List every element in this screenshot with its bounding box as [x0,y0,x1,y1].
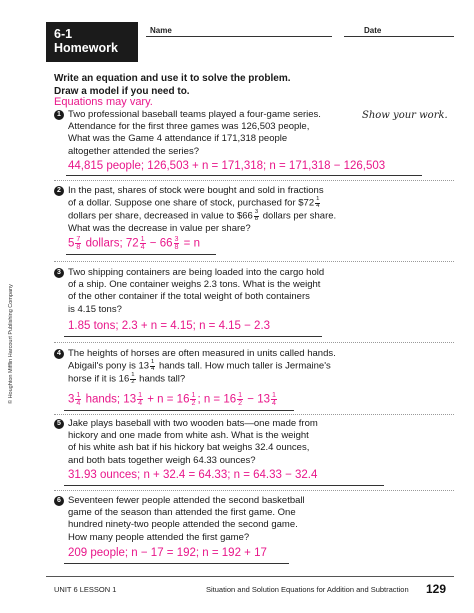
problem-4-text: The heights of horses are often measured in units called hands. Abigail's pony is 13 $\frac{1}{4}$ hands tall. How much taller is Jermaine's horse if it is 16 $\frac{1}{2}$ hands tall? [68,348,336,385]
problem-5-text: Jake plays baseball with two wooden bats—one made from hickory and one made from white ash. What is the weight of his white ash bat if his hickory bat weighs 32.4 ounces, and both bats together weigh 64.33 ounces? [68,418,318,466]
name-label: Name [150,26,172,35]
homework-label: Homework [54,41,118,55]
problem-6-text: Seventeen fewer people attended the second basketball game of the season than attended the first game. One hundred ninety-two people attended the second game. How many people attended the first game? [68,495,305,543]
problem-6-answer: 209 people; n − 17 = 192; n = 192 + 17 [68,547,267,559]
problem-6-answer-line [64,563,289,564]
show-your-work-note: Show your work. [362,110,448,121]
footer-rule [46,576,454,577]
problem-5-answer-line [64,485,384,486]
problem-5-number: 5 [54,419,64,429]
problem-1-text: Two professional baseball teams played a four-game series. Attendance for the first three games was 126,503 people, What was the Game 4 attendance if 171,318 people altogether attended the series? [68,109,321,157]
copyright-side-text: © Houghton Mifflin Harcourt Publishing Company [8,284,14,404]
instruction-line-2: Draw a model if you need to. [54,86,190,97]
divider-1 [54,180,454,181]
problem-4-number: 4 [54,349,64,359]
divider-2 [54,261,454,262]
problem-6-number: 6 [54,496,64,506]
problem-3-answer-line [64,336,322,337]
name-line [146,36,332,37]
problem-2-answer-line [66,254,216,255]
divider-5 [54,490,454,491]
footer-unit-lesson: UNIT 6 LESSON 1 [54,585,117,594]
problem-3-number: 3 [54,268,64,278]
date-label: Date [364,26,382,35]
divider-4 [54,414,454,415]
problem-2-text: In the past, shares of stock were bought and sold in fractions of a dollar. Suppose one share of stock, purchased for $72 $\frac{1}{4}$ dollars per share, decreased in value to $66 $\frac{3}{8}$ dollars per share. What was the decrease in value per share? [68,185,337,234]
problem-1-number: 1 [54,110,64,120]
equations-may-vary-note: Equations may vary. [54,96,153,108]
problem-1-answer-line [66,175,422,176]
instruction-line-1: Write an equation and use it to solve the problem. [54,73,291,84]
problem-2-answer: 5 $\frac{7}{8}$ dollars; 72 $\frac{1}{4}$ − 66 $\frac{3}{8}$ = n [68,235,200,251]
divider-3 [54,342,454,343]
problem-5-answer: 31.93 ounces; n + 32.4 = 64.33; n = 64.33 − 32.4 [68,469,318,481]
problem-4-answer-line [64,410,294,411]
problem-1-answer: 44,815 people; 126,503 + n = 171,318; n = 171,318 − 126,503 [68,160,386,172]
date-line [344,36,454,37]
problem-2-number: 2 [54,186,64,196]
footer-lesson-title: Situation and Solution Equations for Addition and Subtraction [206,585,409,594]
problem-4-answer: 3 $\frac{1}{4}$ hands; 13 $\frac{1}{4}$ + n = 16 $\frac{1}{2}$ ; n = 16 $\frac{1}{2}$ − 13 $\frac{1}{4}$ [68,391,276,407]
page-number: 129 [426,582,447,596]
lesson-number: 6-1 [54,27,73,41]
homework-header-box [46,22,138,62]
problem-3-answer: 1.85 tons; 2.3 + n = 4.15; n = 4.15 − 2.3 [68,320,271,332]
problem-3-text: Two shipping containers are being loaded into the cargo hold of a ship. One container weighs 2.3 tons. What is the weight of the other container if the total weight of both containers is 4.15 tons? [68,267,325,315]
